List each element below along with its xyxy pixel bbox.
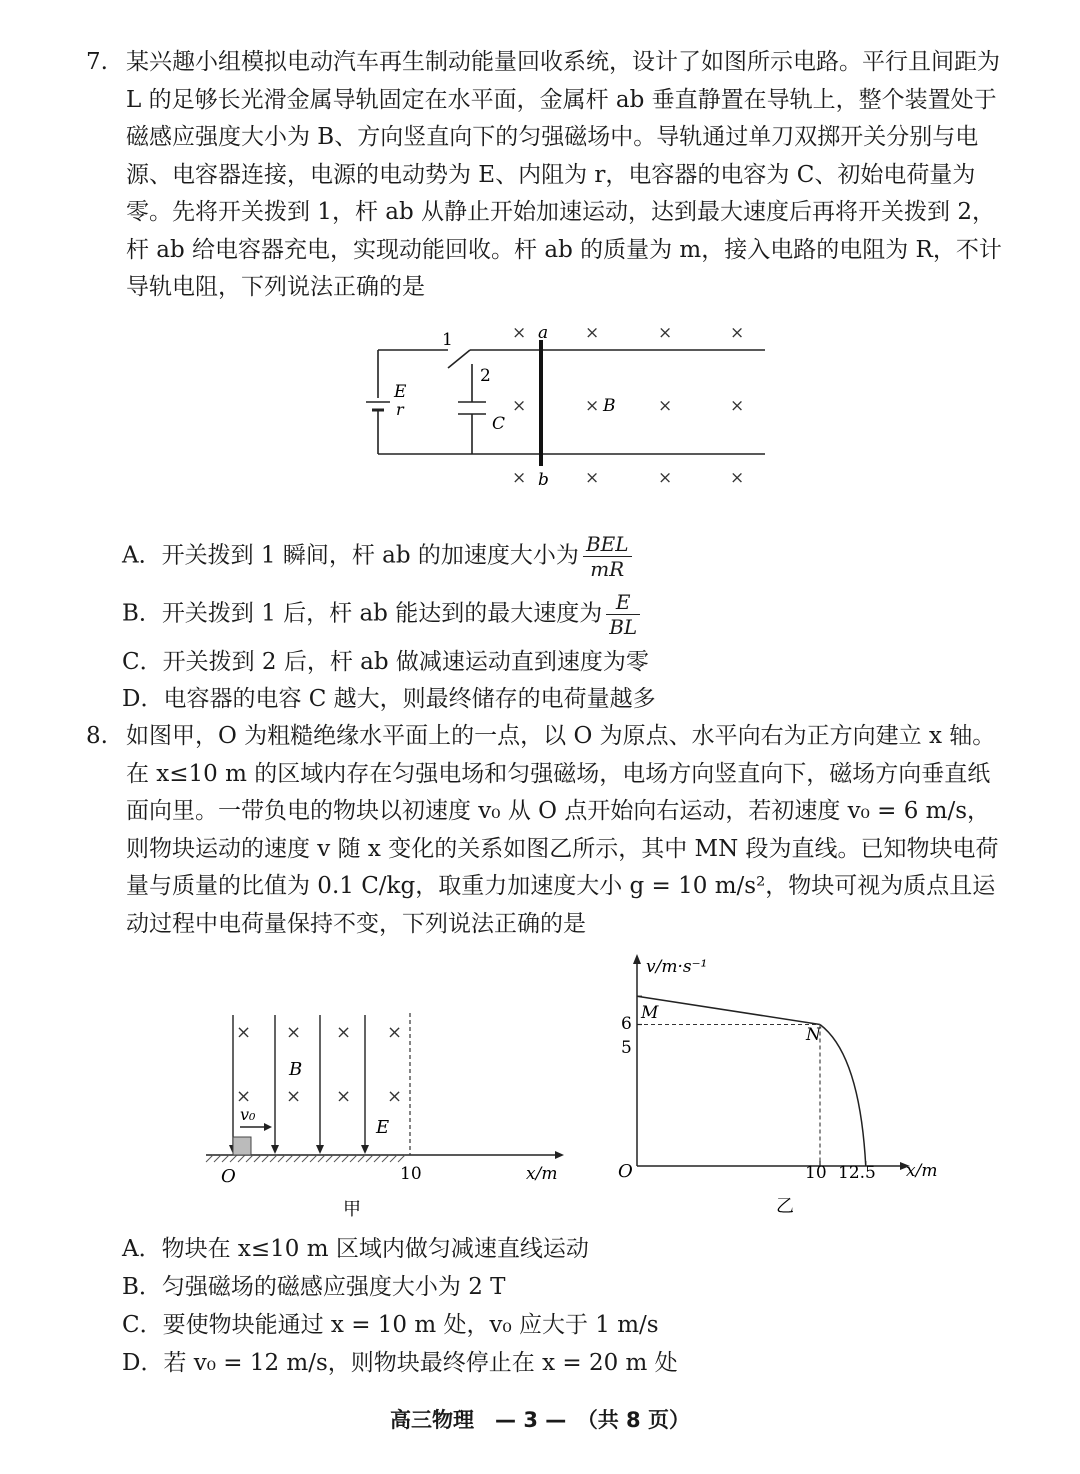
field-label: B bbox=[603, 396, 616, 416]
denominator: BL bbox=[609, 615, 638, 639]
field-cross: × bbox=[336, 1022, 352, 1043]
question-stem: 如图甲，O 为粗糙绝缘水平面上的一点，以 O 为原点、水平向右为正方向建立 x 轴。在 x≤10 m 的区域内存在匀强电场和匀强磁场，电场方向竖直向下，磁场方向垂直纸面向里。一带负电的物块以初速度 v₀ 从 O 点开始向右运动，若初速度 v₀ = 6 m/s，则物块运动的速度 v 随 x 变化的关系如图乙所示，其中 MN 段为直线。已知物块电荷量与质量的比值为 0.1 C/kg，取重力加速度大小 g = 10 m/s²，物块可视为质点且运动过程中电荷量保持不变，下列说法正确的是 bbox=[126, 723, 999, 937]
e-field-label: E bbox=[376, 1117, 390, 1138]
field-cross: × bbox=[512, 323, 527, 343]
v0-label: v₀ bbox=[240, 1105, 256, 1124]
origin-label: O bbox=[221, 1166, 236, 1187]
option-d: D．电容器的电容 C 越大，则最终储存的电荷量越多 bbox=[122, 686, 656, 712]
series-line-mn bbox=[637, 996, 820, 1024]
y-tick-label-6: 6 bbox=[621, 1014, 632, 1034]
x-axis-label: x/m bbox=[526, 1164, 558, 1184]
field-cross: × bbox=[236, 1022, 252, 1043]
x-tick-label-12-5: 12.5 bbox=[838, 1163, 876, 1183]
question-7 bbox=[86, 44, 1006, 307]
x-axis-label: x/m bbox=[906, 1161, 938, 1181]
field-cross: × bbox=[236, 1086, 252, 1107]
point-n-label: N bbox=[806, 1025, 821, 1045]
field-cross: × bbox=[585, 468, 600, 488]
field-cross: × bbox=[512, 468, 527, 488]
series-curve-n-stop bbox=[820, 1025, 866, 1167]
question-8 bbox=[86, 718, 1006, 943]
field-cross: × bbox=[658, 323, 673, 343]
page-footer: 高三物理 — 3 — （共 8 页） bbox=[390, 1408, 690, 1432]
field-cross: × bbox=[512, 396, 527, 416]
field-cross: × bbox=[658, 396, 673, 416]
question-stem: 某兴趣小组模拟电动汽车再生制动能量回收系统，设计了如图所示电路。平行且间距为 L 的足够长光滑金属导轨固定在水平面，金属杆 ab 垂直静置在导轨上，整个装置处于磁感应强度大小为 B、方向竖直向下的匀强磁场中。导轨通过单刀双掷开关分别与电源、电容器连接，电源的电动势为 E、内阻为 r，电容器的电容为 C、初始电荷量为零。先将开关拨到 1，杆 ab 从静止开始加速运动，达到最大速度后再将开关拨到 2，杆 ab 给电容器充电，实现动能回收。杆 ab 的质量为 m，接入电路的电阻为 R，不计导轨电阻，下列说法正确的是 bbox=[126, 49, 1002, 300]
field-cross: × bbox=[336, 1086, 352, 1107]
field-cross: × bbox=[585, 396, 600, 416]
capacitor-label: C bbox=[492, 414, 506, 434]
option-text: B．开关拨到 1 后，杆 ab 能达到的最大速度为 bbox=[122, 600, 603, 627]
numerator: E bbox=[606, 590, 640, 615]
block bbox=[233, 1137, 251, 1155]
fraction bbox=[583, 532, 632, 581]
field-cross: × bbox=[658, 468, 673, 488]
figure-yi-chart bbox=[610, 950, 950, 1220]
field-cross: × bbox=[387, 1022, 403, 1043]
switch-label-1: 1 bbox=[442, 330, 453, 350]
emf-label: E bbox=[394, 382, 407, 402]
point-m-label: M bbox=[641, 1003, 659, 1023]
circuit-figure bbox=[360, 318, 780, 496]
rod-end-b-label: b bbox=[538, 470, 549, 490]
field-cross: × bbox=[730, 323, 745, 343]
figure-caption: 乙 bbox=[776, 1196, 794, 1217]
option-text: A．开关拨到 1 瞬间，杆 ab 的加速度大小为 bbox=[122, 542, 579, 569]
option-b: B．匀强磁场的磁感应强度大小为 2 T bbox=[122, 1274, 506, 1300]
numerator: BEL bbox=[583, 532, 632, 557]
field-cross: × bbox=[730, 396, 745, 416]
figure-jia bbox=[200, 1005, 580, 1225]
denominator: mR bbox=[590, 557, 625, 581]
battery-symbol bbox=[366, 398, 390, 410]
switch-label-2: 2 bbox=[480, 366, 491, 386]
field-cross: × bbox=[585, 323, 600, 343]
option-a bbox=[122, 532, 632, 581]
option-a: A．物块在 x≤10 m 区域内做匀减速直线运动 bbox=[122, 1236, 589, 1262]
internal-resistance-label: r bbox=[396, 400, 404, 419]
field-cross: × bbox=[730, 468, 745, 488]
b-field-label: B bbox=[289, 1059, 303, 1080]
field-cross: × bbox=[387, 1086, 403, 1107]
option-d: D．若 v₀ = 12 m/s，则物块最终停止在 x = 20 m 处 bbox=[122, 1350, 678, 1376]
tick-10-label: 10 bbox=[400, 1164, 422, 1184]
option-c: C．要使物块能通过 x = 10 m 处，v₀ 应大于 1 m/s bbox=[122, 1312, 659, 1338]
figure-caption: 甲 bbox=[343, 1199, 361, 1220]
y-axis-label: v/m·s⁻¹ bbox=[646, 957, 708, 977]
x-tick-label-10: 10 bbox=[805, 1163, 827, 1183]
option-b bbox=[122, 590, 640, 639]
origin-label: O bbox=[618, 1161, 633, 1182]
question-number: 7. bbox=[86, 49, 108, 75]
option-c: C．开关拨到 2 后，杆 ab 做减速运动直到速度为零 bbox=[122, 649, 649, 675]
y-tick-label-5: 5 bbox=[621, 1038, 632, 1058]
question-number: 8. bbox=[86, 723, 108, 749]
rod-end-a-label: a bbox=[538, 323, 549, 343]
field-cross: × bbox=[286, 1022, 302, 1043]
field-cross: × bbox=[286, 1086, 302, 1107]
fraction bbox=[606, 590, 640, 639]
